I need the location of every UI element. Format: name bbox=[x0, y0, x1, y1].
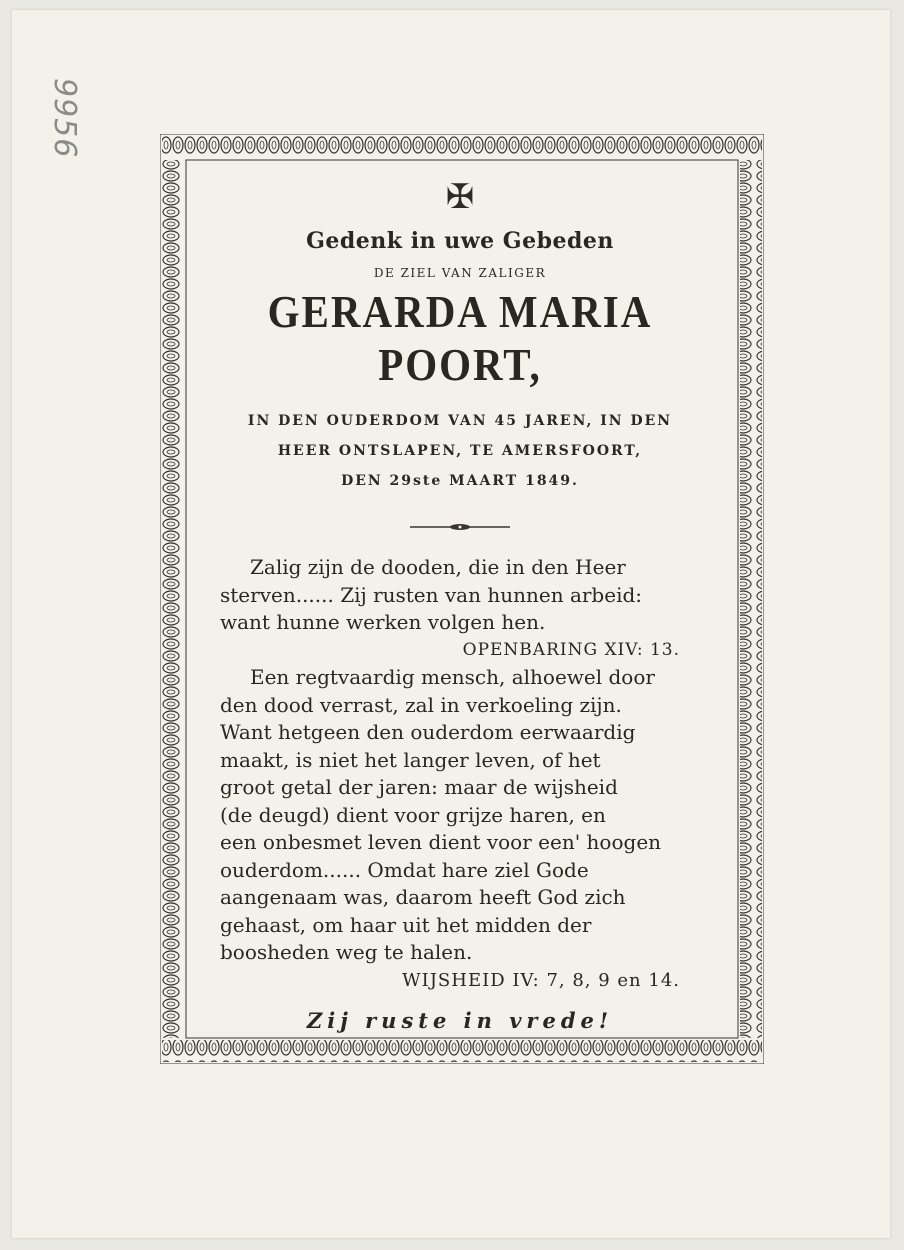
pencil-annotation: 9956 bbox=[47, 78, 82, 159]
verse-line: Een regtvaardig mensch, alhoewel door bbox=[250, 665, 655, 689]
verse-line: Zalig zijn de dooden, die in den Heer bbox=[250, 555, 626, 579]
ornamental-divider bbox=[410, 522, 510, 532]
verse-line: (de deugd) dient voor grijze haren, en bbox=[220, 802, 606, 827]
scripture-text bbox=[220, 554, 720, 994]
closing-blessing: Zij ruste in vrede! bbox=[306, 1008, 614, 1033]
verse-line: maakt, is niet het langer leven, of het bbox=[220, 747, 601, 772]
heading: Gedenk in uwe Gebeden bbox=[306, 228, 614, 254]
scripture-reference: WIJSHEID IV: 7, 8, 9 en 14. bbox=[402, 969, 680, 991]
subheading: DE ZIEL VAN ZALIGER bbox=[373, 266, 547, 280]
verse-line: ouderdom...... Omdat hare ziel Gode bbox=[220, 857, 589, 882]
verse-line: den dood verrast, zal in verkoeling zijn. bbox=[220, 692, 622, 717]
verse-line: Want hetgeen den ouderdom eerwaardig bbox=[220, 720, 636, 744]
verse-line: een onbesmet leven dient voor een' hoogen bbox=[220, 830, 662, 854]
verse-line: want hunne werken volgen hen. bbox=[220, 610, 546, 634]
detail-line: HEER ONTSLAPEN, TE AMERSFOORT, bbox=[277, 443, 643, 459]
verse-line: boosheden weg te halen. bbox=[220, 940, 473, 964]
detail-line: IN DEN OUDERDOM VAN 45 JAREN, IN DEN bbox=[247, 413, 673, 429]
card-content bbox=[190, 177, 730, 1033]
cross-icon: ✠ bbox=[445, 177, 475, 217]
verse-line: sterven...... Zij rusten van hunnen arbeid: bbox=[220, 582, 643, 607]
verse-line: aangenaam was, daarom heeft God zich bbox=[220, 885, 626, 909]
death-details bbox=[190, 406, 730, 496]
verse-line: groot getal der jaren: maar de wijsheid bbox=[220, 775, 618, 799]
detail-line: DEN 29ste MAART 1849. bbox=[341, 473, 579, 489]
scripture-reference: OPENBARING XIV: 13. bbox=[462, 639, 680, 660]
deceased-name: GERARDA MARIA POORT, bbox=[267, 286, 653, 390]
verse-line: gehaast, om haar uit het midden der bbox=[220, 912, 592, 937]
